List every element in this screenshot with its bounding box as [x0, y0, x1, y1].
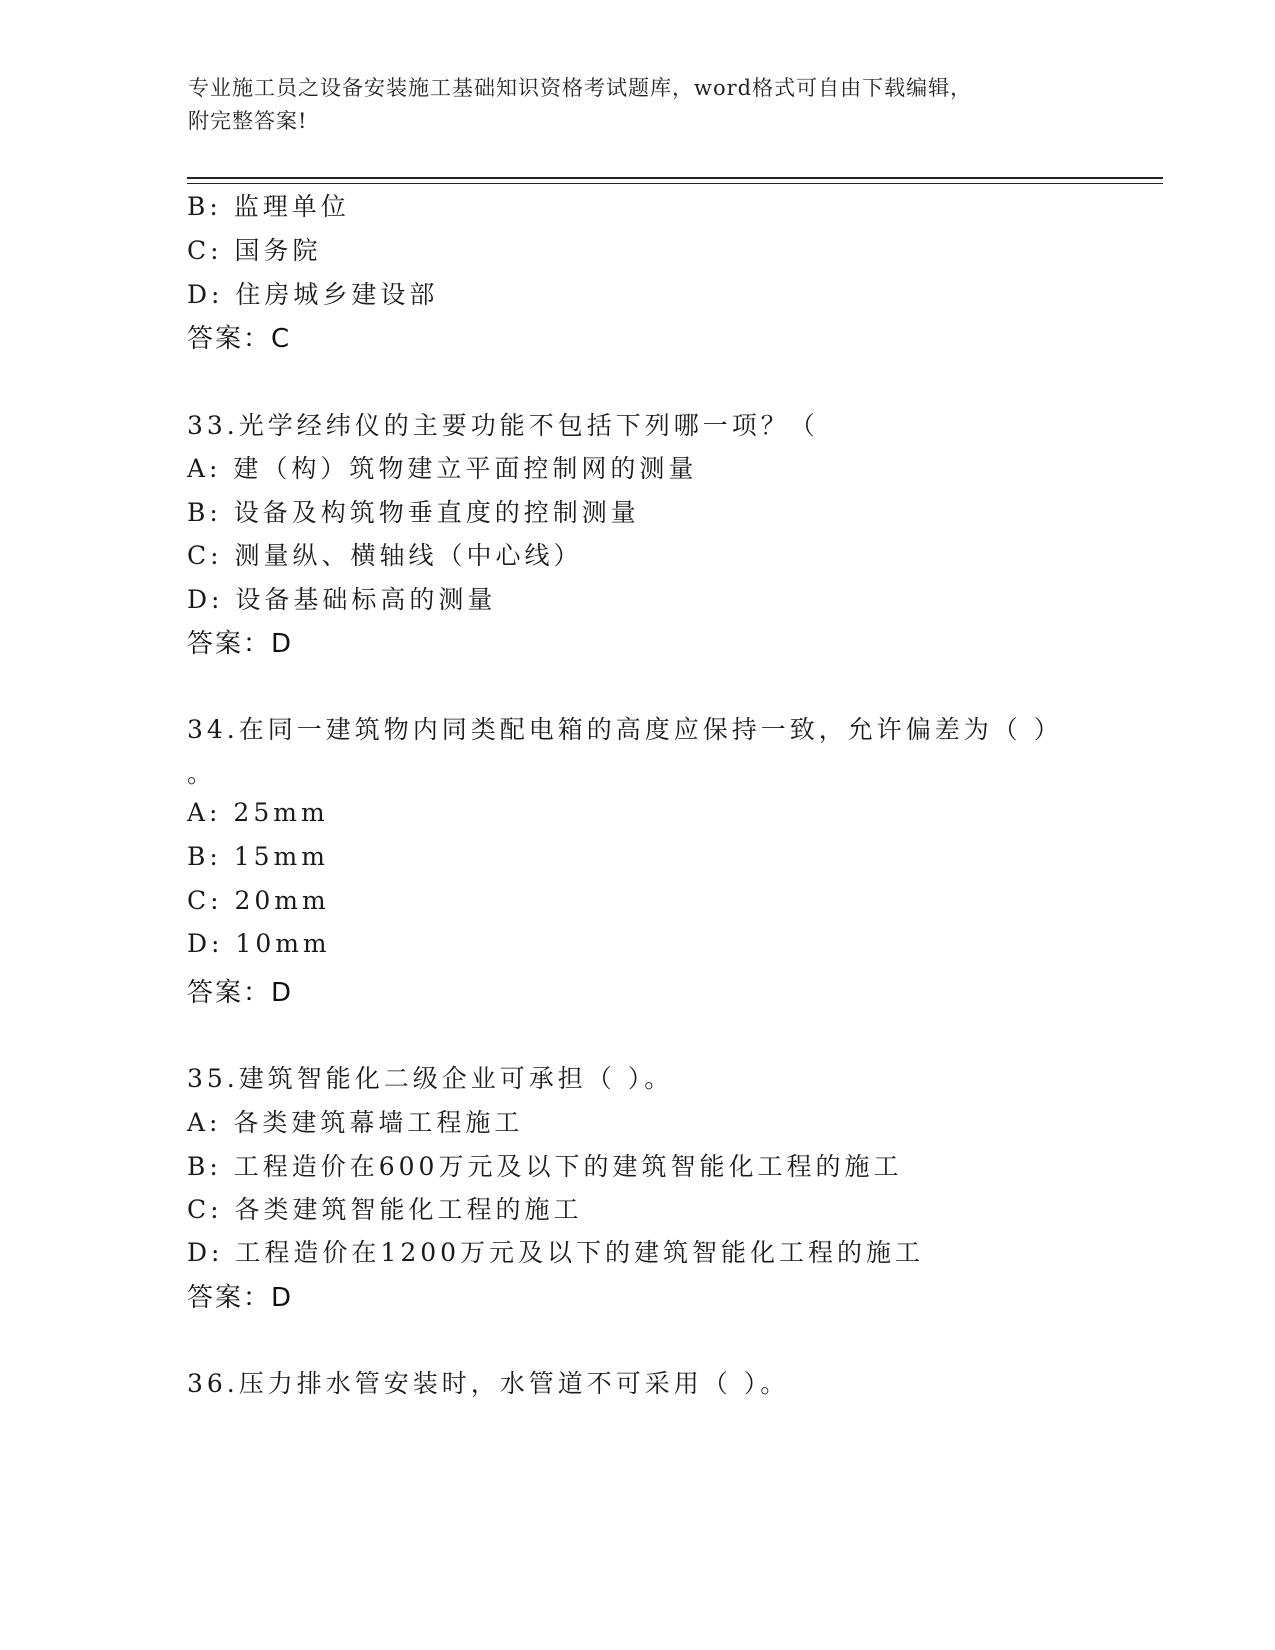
q35-stem: 35.建筑智能化二级企业可承担（ ）。: [187, 1064, 674, 1093]
q35-option-d: D: 工程造价在1200万元及以下的建筑智能化工程的施工: [187, 1238, 925, 1267]
q35-option-b: B: 工程造价在600万元及以下的建筑智能化工程的施工: [187, 1152, 903, 1181]
q34-option-b: B: 15mm: [187, 842, 329, 871]
q34-option-a: A: 25mm: [187, 798, 329, 827]
header-divider-thick: [187, 177, 1163, 179]
q34-stem-continuation: 。: [187, 759, 217, 788]
q33-option-c: C: 测量纵、横轴线（中心线）: [187, 541, 583, 570]
q34-option-d: D: 10mm: [187, 929, 331, 958]
q34-answer: 答案：D: [187, 978, 294, 1008]
header-title-line-2: 附完整答案!: [188, 109, 308, 133]
q35-option-c: C: 各类建筑智能化工程的施工: [187, 1195, 583, 1224]
q34-stem: 34.在同一建筑物内同类配电箱的高度应保持一致，允许偏差为（ ）: [187, 715, 1063, 744]
q33-option-d: D: 设备基础标高的测量: [187, 585, 497, 614]
q33-option-a: A: 建（构）筑物建立平面控制网的测量: [187, 454, 698, 483]
q33-stem: 33.光学经纬仪的主要功能不包括下列哪一项？（: [187, 411, 819, 440]
q32-option-d: D: 住房城乡建设部: [187, 280, 439, 309]
q32-answer: 答案：C: [187, 324, 292, 354]
q35-answer: 答案：D: [187, 1283, 294, 1313]
q35-option-a: A: 各类建筑幕墙工程施工: [187, 1108, 524, 1137]
header-divider-thin: [187, 183, 1163, 184]
header-title-line-1: 专业施工员之设备安装施工基础知识资格考试题库，word格式可自由下载编辑，: [188, 76, 973, 100]
q32-option-c: C: 国务院: [187, 236, 322, 265]
q33-option-b: B: 设备及构筑物垂直度的控制测量: [187, 498, 640, 527]
q32-option-b: B: 监理单位: [187, 192, 350, 221]
q36-stem: 36.压力排水管安装时，水管道不可采用（ ）。: [187, 1369, 790, 1398]
document-header: [188, 72, 1068, 138]
q33-answer: 答案：D: [187, 629, 294, 659]
q34-option-c: C: 20mm: [187, 886, 330, 915]
